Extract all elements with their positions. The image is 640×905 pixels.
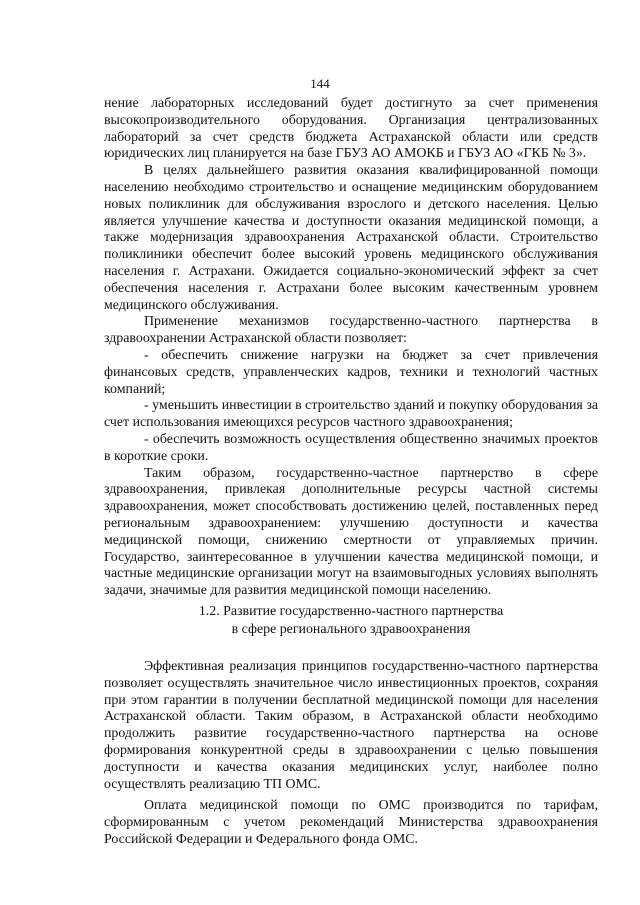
- paragraph-ppp-allows: Применение механизмов государственно-частного партнерства в здравоохранении Астраханской области позволяет:: [104, 314, 598, 347]
- list-item-budget-load: - обеспечить снижение нагрузки на бюджет за счет привлечения финансовых средств, управленческих кадров, техники и технологий частных компаний;: [104, 347, 598, 397]
- paragraph-lab-research: нение лабораторных исследований будет достигнуто за счет применения высокопроизводительного оборудования. Организация централизованных лабораторий за счет средств бюджета Астраханской области или средств юридических лиц планируется на базе ГБУЗ АО АМОКБ и ГБУЗ АО «ГКБ № 3».: [104, 96, 598, 162]
- section-heading: [104, 603, 598, 639]
- paragraph-oms-payment: Оплата медицинской помощи по ОМС производится по тарифам, сформированным с учетом рекомендаций Министерства здравоохранения Российской Федерации и Федерального фонда ОМС.: [104, 798, 598, 847]
- section-heading-line-2: в сфере регионального здравоохранения: [231, 622, 471, 637]
- list-item-short-terms: - обеспечить возможность осуществления общественно значимых проектов в короткие сроки.: [104, 431, 598, 464]
- body-text-bottom: [104, 659, 598, 849]
- paragraph-conclusion: Таким образом, государственно-частное партнерство в сфере здравоохранения, привлекая дополнительные ресурсы частной системы здравоохранения, может способствовать достижению целей, поставленных перед региональным здравоохранением: улучшению доступности и качества медицинской помощи, снижению смертности от управляемых причин. Государство, заинтересованное в улучшении качества медицинской помощи, и частные медицинские организации могут на взаимовыгодных условиях выполнять задачи, значимые для развития медицинской помощи населению.: [104, 465, 598, 599]
- body-text-top: [104, 96, 598, 600]
- list-item-investments: - уменьшить инвестиции в строительство зданий и покупку оборудования за счет использования имеющихся ресурсов частного здравоохранения;: [104, 398, 598, 431]
- paragraph-clinics-construction: В целях дальнейшего развития оказания квалифицированной помощи населению необходимо строительство и оснащение медицинским оборудованием новых поликлиник для обслуживания взрослого и детского населения. Целью является улучшение качества и доступности оказания медицинской помощи, а также модернизация здравоохранения Астраханской области. Строительство поликлиники обеспечит более высокий уровень медицинского обслуживания населения г. Астрахани. Ожидается социально-экономический эффект за счет обеспечения населения г. Астрахани более высоким качественным уровнем медицинского обслуживания.: [104, 163, 598, 313]
- paragraph-effective-implementation: Эффективная реализация принципов государственно-частного партнерства позволяет осуществлять значительное число инвестиционных проектов, сохраняя при этом гарантии в получении бесплатной медицинской помощи для населения Астраханской области. Таким образом, в Астраханской области необходимо продолжить развитие государственно-частного партнерства на основе формирования конкурентной среды в здравоохранении с целью повышения доступности и качества оказания медицинских услуг, наиболее полно осуществлять реализацию ТП ОМС.: [104, 659, 598, 792]
- page-number: 144: [310, 76, 330, 91]
- section-heading-line-1: 1.2. Развитие государственно-частного партнерства: [198, 604, 504, 619]
